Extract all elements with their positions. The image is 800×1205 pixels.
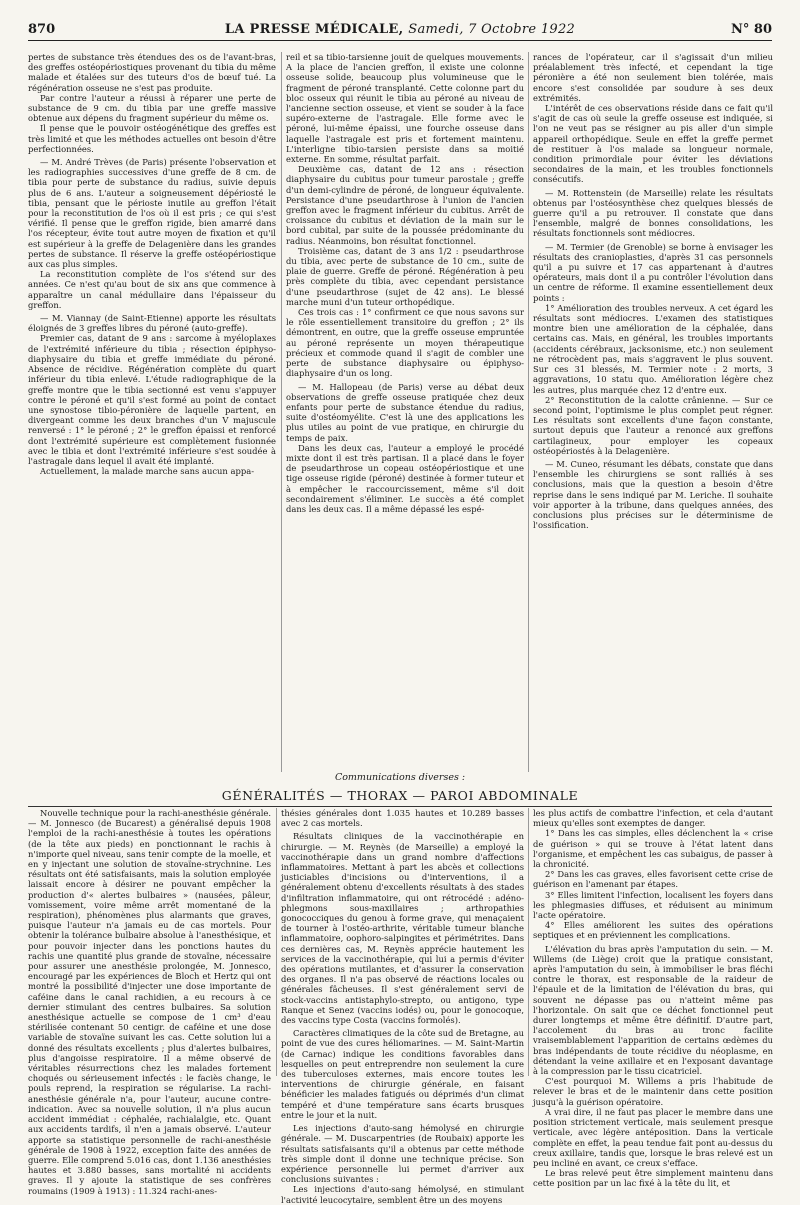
paragraph: 1° Amélioration des troubles nerveux. A cet égard les résultats sont médiocres. L'examen des statistiques montre bien une amélioration de la céphalée, dans certains cas. Mais, en général, les troubles importants (accidents cérébraux, jacksonisme, etc.) non seulement ne rétrocèdent pas, mais s'aggravent le plus souvent. Sur ces 31 blessés, M. Termier note : 2 morts, 3 aggravations, 10 statu quo. Amélioration légère chez les autres, plus marquée chez 12 d'entre eux.	[533, 302, 773, 395]
column-rule	[528, 52, 529, 772]
upper-column-1	[28, 52, 276, 782]
paragraph: Le bras relevé peut être simplement maintenu dans cette position par un lac fixé à la tête du lit, et	[533, 1168, 773, 1189]
paragraph: Deuxième cas, datant de 12 ans : résection diaphysaire du cubitus pour tumeur parostale ; greffe d'un demi-cylindre de péroné, de longueur équivalente. Persistance d'une pseudarthrose à l'union de l'ancien greffon avec le fragment inférieur du cubitus. Arrêt de croissance du cubitus et déviation de la main sur le bord cubital, par suite de la poussée prédominante du radius. Néanmoins, bon résultat fonctionnel.	[286, 164, 524, 246]
issue-date: Samedi, 7 Octobre 1922	[408, 22, 576, 37]
column-rule	[281, 52, 282, 772]
paragraph: Premier cas, datant de 9 ans : sarcome à myéloplaxes de l'extrémité inférieure du tibia ; résection épiphyso-diaphysaire du tibia et greffe immédiate du péroné. Absence de récidive. Régénération complète du quart inférieur du tibia enlevé. L'étude radiographique de la greffe montre que le tibia sectionné est venu s'appuyer contre le péroné et qu'il s'est formé au point de contact une synostose tibio-péronière de laquelle partent, en divergeant comme les deux branches d'un V majuscule renversé : 1° le péroné ; 2° le greffon épaissi et renforcé dont l'extrémité supérieure est complètement fusionnée avec le tibia et dont l'extrémité inférieure s'est soudée à l'astragale dans lequel il avait été implanté.	[28, 333, 276, 466]
paragraph: Dans les deux cas, l'auteur a employé le procédé mixte dont il est très partisan. Il a placé dans le foyer de pseudarthrose un copeau ostéopériostique et une tige osseuse rigide (péroné) destinée à former tuteur et à empêcher le raccourcissement, même s'il doit secondairement s'éliminer. Le succès a été complet dans les deux cas. Il a même dépassé les espé-	[286, 442, 524, 514]
paragraph: Il pense que le pouvoir ostéogénétique des greffes est très limité et que les méthodes actuelles ont besoin d'être perfectionnées.	[28, 123, 276, 154]
paragraph: L'intérêt de ces observations réside dans ce fait qu'il s'agit de cas où seule la greffe osseuse est indiquée, si l'on ne veut pas se résigner au pis aller d'un simple appareil orthopédique. Seule en effet la greffe permet de restituer à l'os malade sa longueur normale, condition primordiale pour éviter les déviations secondaires de la main, et les troubles fonctionnels consécutifs.	[533, 103, 773, 185]
paragraph: 1° Dans les cas simples, elles déclenchent la « crise de guérison » qui se trouve à l'état latent dans l'organisme, et empêchent les cas subaigus, de passer à la chronicité.	[533, 828, 773, 870]
upper-column-2	[286, 52, 524, 782]
paragraph: Ces trois cas : 1° confirment ce que nous savons sur le rôle essentiellement transitoire du greffon ; 2° ils démontrent, en outre, que la greffe osseuse empruntée au péroné représente un moyen thérapeutique précieux et commode quand il s'agit de combler une perte de substance diaphysaire ou épiphyso-diaphysaire d'un os long.	[286, 307, 524, 379]
paragraph: 3° Elles limitent l'infection, localisent les foyers dans les phlegmasies diffuses, et réduisent au minimum l'acte opératoire.	[533, 889, 773, 921]
paragraph: — M. Rottenstein (de Marseille) relate les résultats obtenus par l'ostéosynthèse chez quelques blessés de guerre qu'il a pu retrouver. Il constate que dans l'ensemble, malgré de bonnes consolidations, les résultats fonctionnels sont médiocres.	[533, 187, 773, 239]
paragraph: — M. Cuneo, résumant les débats, constate que dans l'ensemble les chirurgiens se sont ralliés à ses conclusions, mais que la question a besoin d'être reprise dans le sens indiqué par M. Leriche. Il souhaite voir apporter à la tribune, dans quelques années, des conclusions plus précises sur le déterminisme de l'ossification.	[533, 458, 773, 531]
paragraph: — M. Hallopeau (de Paris) verse au débat deux observations de greffe osseuse pratiquée chez deux enfants pour perte de substance étendue du radius, suite d'ostéomyélite. C'est là une des applications les plus utiles au point de vue pratique, en chirurgie du temps de paix.	[286, 381, 524, 443]
paragraph: La reconstitution complète de l'os s'étend sur des années. Ce n'est qu'au bout de six ans que commence à apparaître un canal médullaire dans l'épaisseur du greffon.	[28, 269, 276, 310]
paragraph: Par contre l'auteur a réussi à réparer une perte de substance de 9 cm. du tibia par une greffe massive obtenue aux dépens du fragment supérieur du même os.	[28, 92, 276, 124]
paragraph: 2° Dans les cas graves, elles favorisent cette crise de guérison en l'amenant par étapes.	[533, 869, 773, 890]
issue-number: N° 80	[731, 22, 772, 37]
paragraph: — M. Termier (de Grenoble) se borne à envisager les résultats des cranioplasties, d'après 31 cas personnels qu'il a pu suivre et 17 cas appartenant à d'autres opérateurs, mais dont il a pu contrôler l'évolution dans un centre de réforme. Il examine essentiellement deux points :	[533, 241, 773, 303]
paragraph: A vrai dire, il ne faut pas placer le membre dans une position strictement verticale, mais seulement presque verticale, avec légère antéposition. Dans la verticale complète en effet, la peau tendue fait pont au-dessus du creux axillaire, tandis que, lorsque le bras relevé est un peu incliné en avant, ce creux s'efface.	[533, 1106, 773, 1168]
paragraph: Les injections d'auto-sang hémolysé en chirurgie générale. — M. Duscarpentries (de Roubaix) apporte les résultats satisfaisants qu'il a obtenus par cette méthode très simple dont il donne une technique précise. Son expérience personnelle lui permet d'arriver aux conclusions suivantes :	[281, 1123, 524, 1185]
upper-column-3	[533, 52, 773, 782]
column-rule	[276, 808, 277, 1076]
paragraph: — M. Viannay (de Saint-Etienne) apporte les résultats éloignés de 3 greffes libres du péroné (auto-greffe).	[28, 313, 276, 334]
paragraph: reil et sa tibio-tarsienne jouit de quelques mouvements. A la place de l'ancien greffon, il existe une colonne osseuse solide, beaucoup plus volumineuse que le fragment de péroné transplanté. Cette colonne part du bloc osseux qui réunit le tibia au péroné au niveau de l'ancienne section osseuse, et vient se souder à la face supéro-externe de l'astragale. Elle forme avec le péroné, lui-même épaissi, une fourche osseuse dans laquelle l'astragale est pris et fortement maintenu. L'interligne tibio-tarsien persiste dans sa moitié externe. En somme, résultat parfait.	[286, 52, 524, 165]
paragraph: Caractères climatiques de la côte sud de Bretagne, au point de vue des cures héliomarines. — M. Saint-Martin (de Carnac) indique les conditions favorables dans lesquelles on peut entreprendre non seulement la cure des tuberculoses externes, mais encore toutes les interventions de chirurgie générale, en faisant bénéficier les malades fatigués ou déprimés d'un climat tempéré et d'une température sans écarts brusques entre le jour et la nuit.	[281, 1028, 524, 1120]
journal-title	[28, 22, 772, 37]
paragraph: — M. André Trèves (de Paris) présente l'observation et les radiographies successives d'une greffe de 8 cm. de tibia pour perte de substance du radius, suivie depuis plus de 6 ans. L'auteur a soigneusement dépériosté le tibia, pensant que le périoste inutile au greffon l'était pour la reconstitution de l'os où il est pris ; ce qui s'est vérifié. Il pense que le greffon rigide, bien amarré dans l'os récepteur, évite tout autre moyen de fixation et qu'il est supérieur à la greffe de Delagenière dans les grandes pertes de substance. Il réserve la greffe ostéopériostique aux cas plus simples.	[28, 157, 276, 270]
paragraph: L'élévation du bras après l'amputation du sein. — M. Willems (de Liège) croit que la pratique consistant, après l'amputation du sein, à immobiliser le bras fléchi contre le thorax, est responsable de la raideur de l'épaule et de la limitation de l'élévation du bras, qui souvent ne dépasse pas ou n'atteint même pas l'horizontale. On sait que ce déchet fonctionnel peut durer longtemps et même être définitif. D'autre part, l'accolement du bras au tronc facilite vraisemblablement l'apparition de certains œdèmes du bras indépendants de toute récidive du néoplasme, en détendant la veine axillaire et en l'exposant davantage à la compression par le tissu cicatriciel.	[533, 943, 773, 1077]
paragraph: pertes de substance très étendues des os de l'avant-bras, des greffes ostéopériostiques provenant du tibia du même malade et étalées sur des tuteurs d'os de bœuf tué. La régénération osseuse ne s'est pas produite.	[28, 52, 276, 93]
paragraph: Troisième cas, datant de 3 ans 1/2 : pseudarthrose du tibia, avec perte de substance de 10 cm., suite de plaie de guerre. Greffe de péroné. Régénération à peu près complète du tibia, avec cependant persistance d'une pseudarthrose (sujet de 42 ans). Le blessé marche muni d'un tuteur orthopédique.	[286, 245, 524, 307]
column-rule	[528, 808, 529, 1076]
section-subtitle: Communications diverses :	[334, 772, 466, 783]
paragraph: 4° Elles améliorent les suites des opérations septiques et en préviennent les complications.	[533, 920, 773, 941]
paragraph: Les injections d'auto-sang hémolysé, en stimulant l'activité leucocytaire, semblent être un des moyens	[281, 1184, 524, 1205]
journal-name: LA PRESSE MÉDICALE,	[224, 22, 404, 37]
paragraph: C'est pourquoi M. Willems a pris l'habitude de relever le bras et de le maintenir dans cette position jusqu'à la guérison opératoire.	[533, 1076, 773, 1107]
paragraph: 2° Reconstitution de la calotte crânienne. — Sur ce second point, l'optimisme le plus complet peut régner. Les résultats sont excellents d'une façon constante, surtout depuis que l'auteur a renoncé aux greffons cartilagineux, pour employer les copeaux ostéopériostés à la Delagenière.	[533, 394, 773, 456]
lower-column-3	[533, 808, 773, 1189]
section-title: GÉNÉRALITÉS — THORAX — PAROI ABDOMINALE	[28, 788, 772, 807]
paragraph: rances de l'opérateur, car il s'agissait d'un milieu préalablement très infecté, et cependant la tige péronière a été non seulement bien tolérée, mais encore s'est consolidée par soudure à ses deux extrémités.	[533, 52, 773, 103]
lower-column-1	[28, 808, 271, 1196]
running-header	[28, 22, 772, 41]
page-number: 870	[28, 22, 56, 37]
paragraph: Résultats cliniques de la vaccinothérapie en chirurgie. — M. Reynès (de Marseille) a employé la vaccinothérapie dans un grand nombre d'affections inflammatoires. Mettant à part les abcès et collections justiciables d'incisions ou d'interventions, il a généralement obtenu d'excellents résultats à des stades d'infiltration inflammatoire, qui ont rétrocédé : adéno-phlegmons sous-maxillaires ; arthropathies gonococciques du genou à forme grave, qui menaçaient de tourner à l'ostéo-arthrite, véritable tumeur blanche inflammatoire, oophoro-salpingites et périmétrites. Dans ces dernières cas, M. Reynès apprécie hautement les services de la vaccinothérapie, qui lui a permis d'éviter des opérations mutilantes, et d'assurer la conservation des organes. Il n'a pas observé de réactions locales ou générales fâcheuses. Il s'est généralement servi de stock-vaccins antistaphylo-strepto, ou antigono, type Ranque et Senez (vaccins iodés) ou, pour le gonocoque, des vaccins type Costa (vaccins formolés).	[281, 831, 524, 1026]
lower-column-2	[281, 808, 524, 1205]
paragraph: thésies générales dont 1.035 hautes et 10.289 basses avec 2 cas mortels.	[281, 808, 524, 829]
paragraph: les plus actifs de combattre l'infection, et cela d'autant mieux qu'elles sont exemptes de danger.	[533, 808, 773, 829]
paragraph: Nouvelle technique pour la rachi-anesthésie générale. — M. Jonnesco (de Bucarest) a généralisé depuis 1908 l'emploi de la rachi-anesthésie à toutes les opérations (de la tête aux pieds) en ponctionnant le rachis à n'importe quel niveau, sans tenir compte de la moelle, et en y injectant une solution de stovaïne-strychnine. Les résultats ont été satisfaisants, mais la solution employée laissait encore à désirer ne pouvant empêcher la production d'« alertes bulbaires » (nausées, pâleur, vomissement, voire même arrêt momentané de la respiration), phénomènes plus alarmants que graves, puisque l'auteur n'a jamais eu de cas mortels. Pour obtenir la tolérance bulbaire absolue à l'anesthésique, et pour pouvoir injecter dans les ponctions hautes du rachis une quantité plus grande de stovaïne, nécessaire pour assurer une anesthésie prolongée, M. Jonnesco, encouragé par les expériences de Bloch et Hertz qui ont montré la possibilité d'injecter une dose importante de caféine dans le canal rachidien, a eu recours à ce dernier stimulant des centres bulbaires. Sa solution anesthésique actuelle se compose de 1 cm³ d'eau stérilisée contenant 50 centigr. de caféine et une dose variable de stovaïne suivant les cas. Cette solution lui a donné des résultats excellents ; plus d'alertes bulbaires, plus d'angoisse respiratoire. Il a même observé de véritables résurrections chez les malades fortement choqués ou sérieusement infectés : le faciès change, le pouls reprend, la respiration se régularise. La rachi-anesthésie générale n'a, pour l'auteur, aucune contre-indication. Avec sa nouvelle solution, il n'a plus aucun accident immédiat : céphalée, rachialalgie, etc. Quant aux accidents tardifs, il n'en a jamais observé. L'auteur apporte sa statistique personnelle de rachi-anesthésie générale de 1908 à 1922, exception faite des années de guerre. Elle comprend 5.016 cas, dont 1.136 anesthésies hautes et 3.880 basses, sans mortalité ni accidents graves. Il y ajoute la statistique de ses confrères roumains (1909 à 1913) : 11.324 rachi-anes-	[28, 808, 271, 1196]
paragraph: Actuellement, la malade marche sans aucun appa-	[40, 466, 255, 477]
